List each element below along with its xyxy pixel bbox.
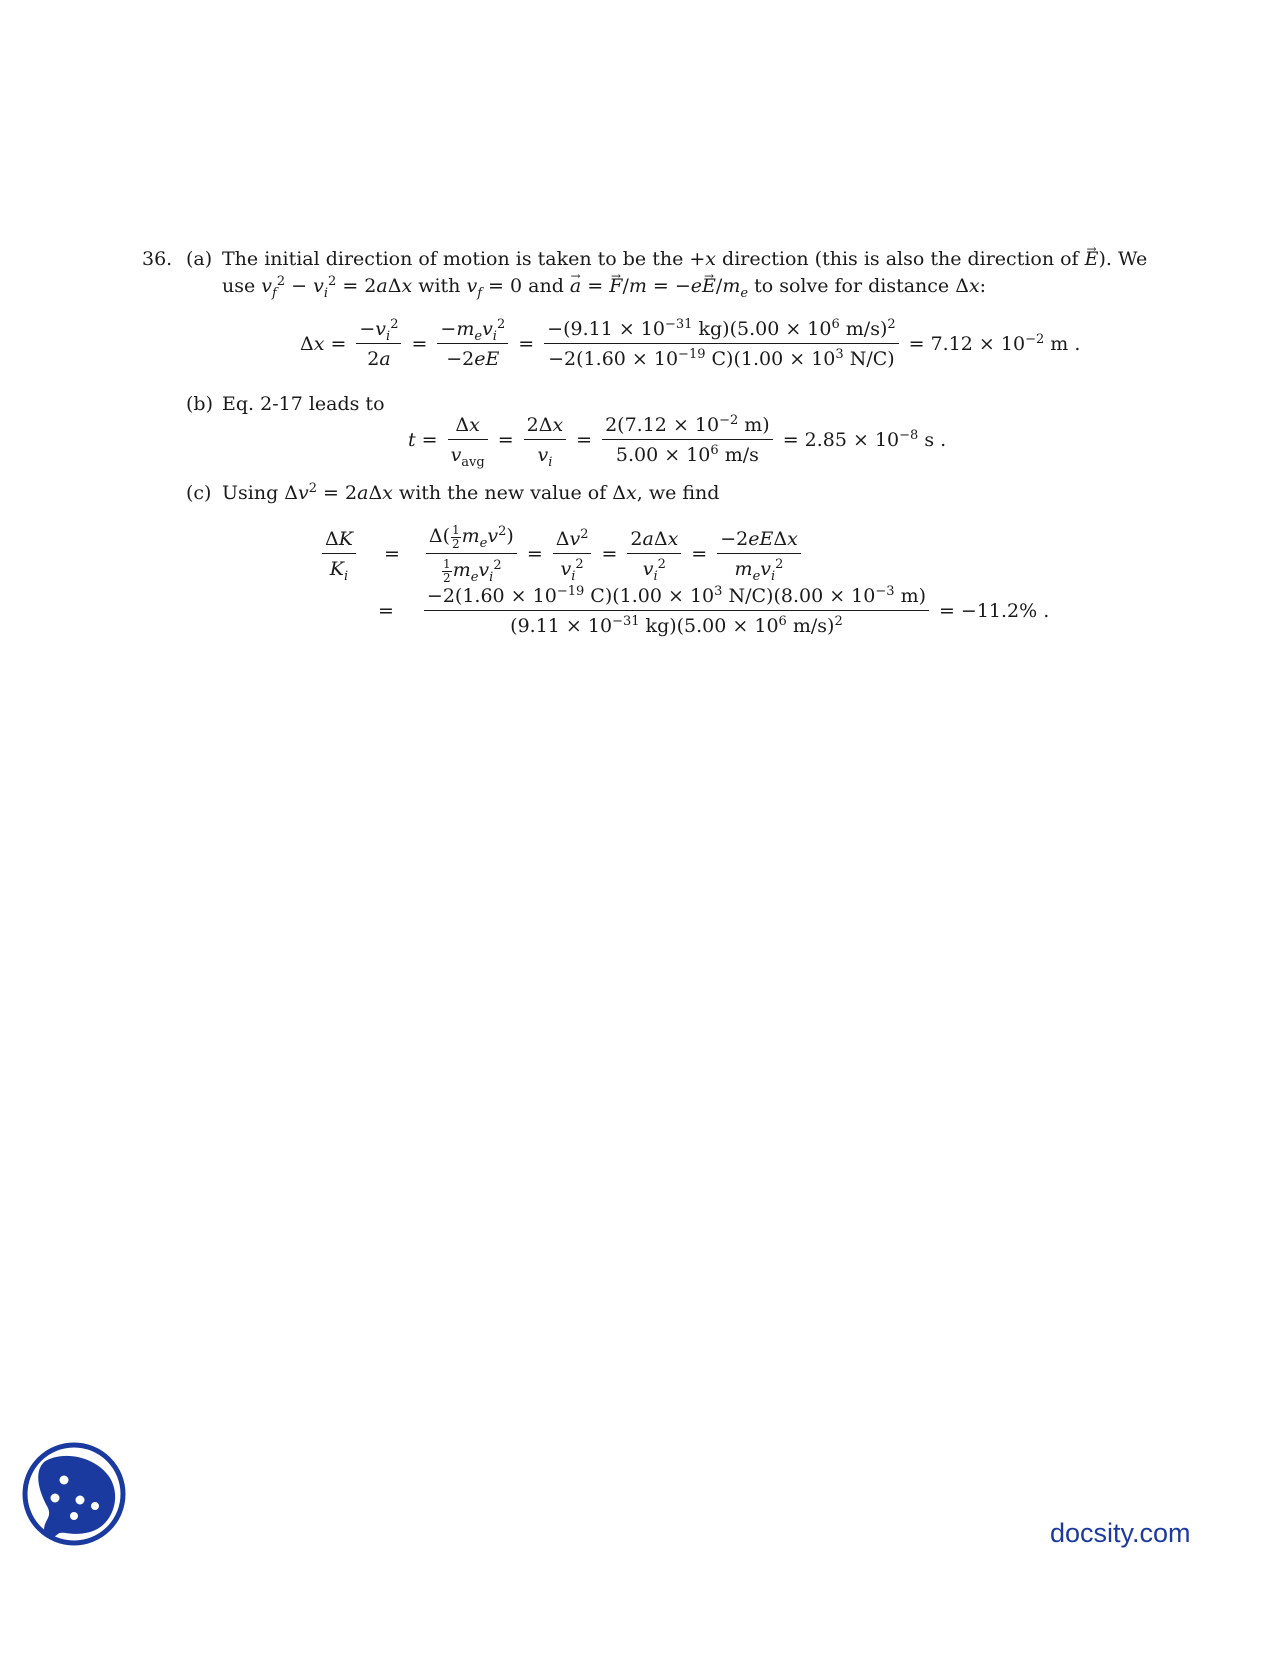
part-a-equation: Δx = $\frac{-v_i^2}{2a}$ = $\frac{-m_ev_i^2}{-2eE}$ = $\frac{-(9.11 \times 10^{-31} kg)(5.00 \times 10^6 m/s)^2}{-2(1.60 \times 10^{-19} C)(1.00 \times 10^3 N/C)}$ = $7.12 \times 10^{-2}$ m . <box>300 316 1081 370</box>
docsity-logo-icon[interactable] <box>22 1440 126 1548</box>
brand-link[interactable]: docsity.com <box>1050 1518 1191 1548</box>
part-a-label: (a) <box>186 248 213 270</box>
part-c-intro: Using $\Delta v^2 = 2a\Delta x$ with the new value of Δx, we find <box>222 480 720 504</box>
part-b-equation: t = $\frac{\Delta x}{v_{avg}}$ = $\frac{2\Delta x}{v_i}$ = $\frac{2(7.12 \times 10^{-2} m)}{5.00 \times 10^6 m/s}$ = $2.85 \times 10^{-8}$ s . <box>408 412 947 470</box>
part-c-equation-line1: $\frac{\Delta K}{K_i}$ = Δ( $\frac{1}{2}$ $m_ev^2$) $\frac{1}{2}$ $m_ev_i^2$ = $\frac{\Delta v^2}{v_i^2}$ = $\frac{\text{2aΔx}}{v_i^2}$ = $\frac{\text{−2eEΔx}}{m_ev_i^2}$ <box>318 524 805 584</box>
problem-number: 36. <box>142 248 173 270</box>
part-a-line1: The initial direction of motion is taken to be the +x direction (this is also the direction of → E). We <box>222 250 1147 269</box>
part-c-label: (c) <box>186 482 212 504</box>
part-b-label: (b) <box>186 393 213 415</box>
part-c-equation-line2: = $\frac{-2(1.60 \times 10^{-19} C)(1.00 \times 10^3 N/C)(8.00 \times 10^{-3} m)}{(9.11 \times 10^{-31} kg)(5.00 \times 10^6 m/s)^2}$ = −11.2% . <box>378 583 1050 637</box>
part-b-intro: Eq. 2-17 leads to <box>222 393 385 415</box>
part-a-line2: use $v_f^2 - v_i^2 = 2a\Delta x$ with $v_f = 0$ and → a = → $F/m = -e\to E/m_e$ to solve for distance Δx: <box>222 277 986 296</box>
